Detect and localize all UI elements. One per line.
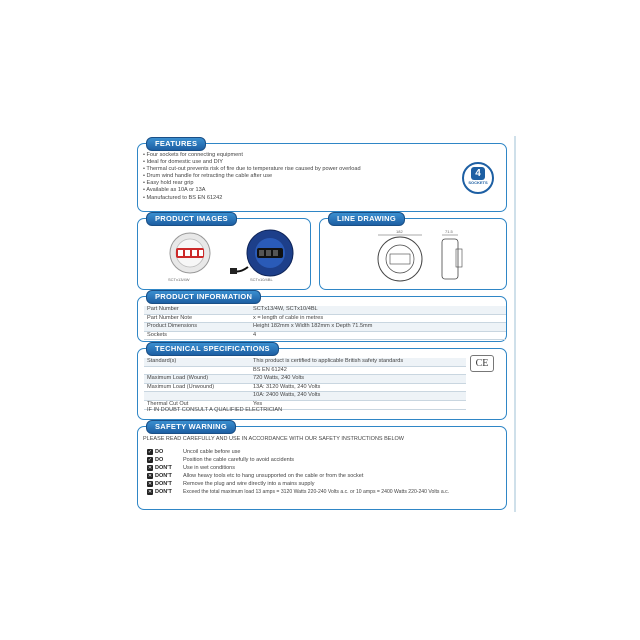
spec-label (144, 366, 250, 375)
cross-icon: ✕ (147, 489, 153, 495)
warning-key: DO (155, 449, 164, 456)
sockets-badge (462, 162, 494, 194)
warning-text: Exceed the total maximum load 13 amps = 3120 Watts 220-240 Volts a.c. or 10 amps = 2400 Watts 220-240 Volts a.c. (183, 489, 450, 496)
spec-label: Standard(s) (144, 358, 250, 366)
blue-reel-image (230, 227, 300, 283)
cross-icon: ✕ (147, 481, 153, 487)
safety-warning-header: SAFETY WARNING (146, 420, 236, 434)
warning-text: Position the cable carefully to avoid accidents (183, 457, 294, 464)
cross-icon: ✕ (147, 473, 153, 479)
warning-item (147, 473, 363, 479)
info-label: Part Number Note (144, 314, 250, 323)
line-drawing-header: LINE DRAWING (328, 212, 405, 226)
table-row (144, 366, 466, 375)
info-label: Product Dimensions (144, 323, 250, 332)
spec-value: BS EN 61242 (250, 366, 466, 375)
warning-item (147, 449, 240, 455)
product-information-section (137, 292, 507, 342)
check-icon: ✓ (147, 457, 153, 463)
warning-key: DON'T (155, 489, 172, 496)
spec-label: Thermal Cut Out (144, 400, 250, 409)
feature-item: • Available as 10A or 13A (143, 187, 361, 194)
warning-key: DO (155, 457, 164, 464)
reel-line-drawing (370, 227, 490, 285)
technical-specifications-header: TECHNICAL SPECIFICATIONS (146, 342, 279, 356)
right-edge-line (514, 136, 516, 512)
table-row (144, 383, 466, 392)
cross-icon: ✕ (147, 465, 153, 471)
dimension-depth-label: 71.5 (445, 229, 453, 234)
spec-label: Maximum Load (Wound) (144, 375, 250, 384)
feature-item: • Drum wind handle for retracting the cable after use (143, 173, 361, 180)
warning-key: DON'T (155, 481, 172, 488)
dimension-width-label: 182 (396, 229, 403, 234)
features-list (143, 152, 361, 202)
spec-label (144, 392, 250, 401)
ce-mark: CE (470, 355, 494, 372)
info-label: Sockets (144, 331, 250, 340)
warning-item (147, 465, 235, 471)
table-row (144, 331, 506, 340)
product-images-section (137, 214, 311, 290)
image-caption-white: SCTx13/4W (168, 277, 190, 282)
features-header: FEATURES (146, 137, 206, 151)
warning-text: Use in wet conditions (183, 465, 235, 472)
electrician-note: IF IN DOUBT CONSULT A QUALIFIED ELECTRICIAN (147, 407, 283, 413)
warning-item (147, 457, 294, 463)
table-row (144, 323, 506, 332)
spec-value: This product is certified to applicable British safety standards (250, 358, 466, 366)
product-images-header: PRODUCT IMAGES (146, 212, 237, 226)
table-row (144, 306, 506, 314)
feature-item: • Easy hold rear grip (143, 180, 361, 187)
safety-warning-section (137, 422, 507, 510)
product-information-table (144, 306, 506, 340)
spec-value: Yes (250, 400, 466, 409)
spec-value: 13A: 3120 Watts, 240 Volts (250, 383, 466, 392)
info-value: SCTx13/4W, SCTx10/4BL (250, 306, 506, 314)
warning-key: DON'T (155, 473, 172, 480)
warning-text: Remove the plug and wire directly into a mains supply (183, 481, 315, 488)
table-row (144, 375, 466, 384)
image-caption-blue: SCTx10/4BL (250, 277, 273, 282)
table-row (144, 314, 506, 323)
spec-label: Maximum Load (Unwound) (144, 383, 250, 392)
safety-warning-intro: PLEASE READ CAREFULLY AND USE IN ACCORDANCE WITH OUR SAFETY INSTRUCTIONS BELOW (143, 436, 404, 442)
info-value: 4 (250, 331, 506, 340)
sockets-badge-label: SOCKETS (468, 180, 488, 185)
info-value: x = length of cable in metres (250, 314, 506, 323)
warning-key: DON'T (155, 465, 172, 472)
warning-text: Allow heavy tools etc to hang unsupported on the cable or from the socket (183, 473, 364, 480)
sockets-badge-number: 4 (471, 167, 485, 180)
product-information-header: PRODUCT INFORMATION (146, 290, 261, 304)
warning-text: Uncoil cable before use (183, 449, 241, 456)
info-label: Part Number (144, 306, 250, 314)
table-row (144, 392, 466, 401)
feature-item: • Ideal for domestic use and DIY (143, 159, 361, 166)
check-icon: ✓ (147, 449, 153, 455)
feature-item: • Thermal cut-out prevents risk of fire due to temperature rise caused by power overload (143, 166, 361, 173)
features-section (137, 139, 507, 212)
table-row (144, 358, 466, 366)
line-drawing-section (319, 214, 507, 290)
technical-specifications-section (137, 344, 507, 420)
spec-value: 10A: 2400 Watts, 240 Volts (250, 392, 466, 401)
feature-item: • Manufactured to BS EN 61242 (143, 195, 361, 202)
warning-item (147, 481, 314, 487)
technical-specifications-table (144, 358, 466, 410)
info-value: Height 182mm x Width 182mm x Depth 71.5mm (250, 323, 506, 332)
feature-item: • Four sockets for connecting equipment (143, 152, 361, 159)
white-reel-image (158, 229, 218, 281)
warning-item (147, 489, 449, 495)
spec-value: 720 Watts, 240 Volts (250, 375, 466, 384)
